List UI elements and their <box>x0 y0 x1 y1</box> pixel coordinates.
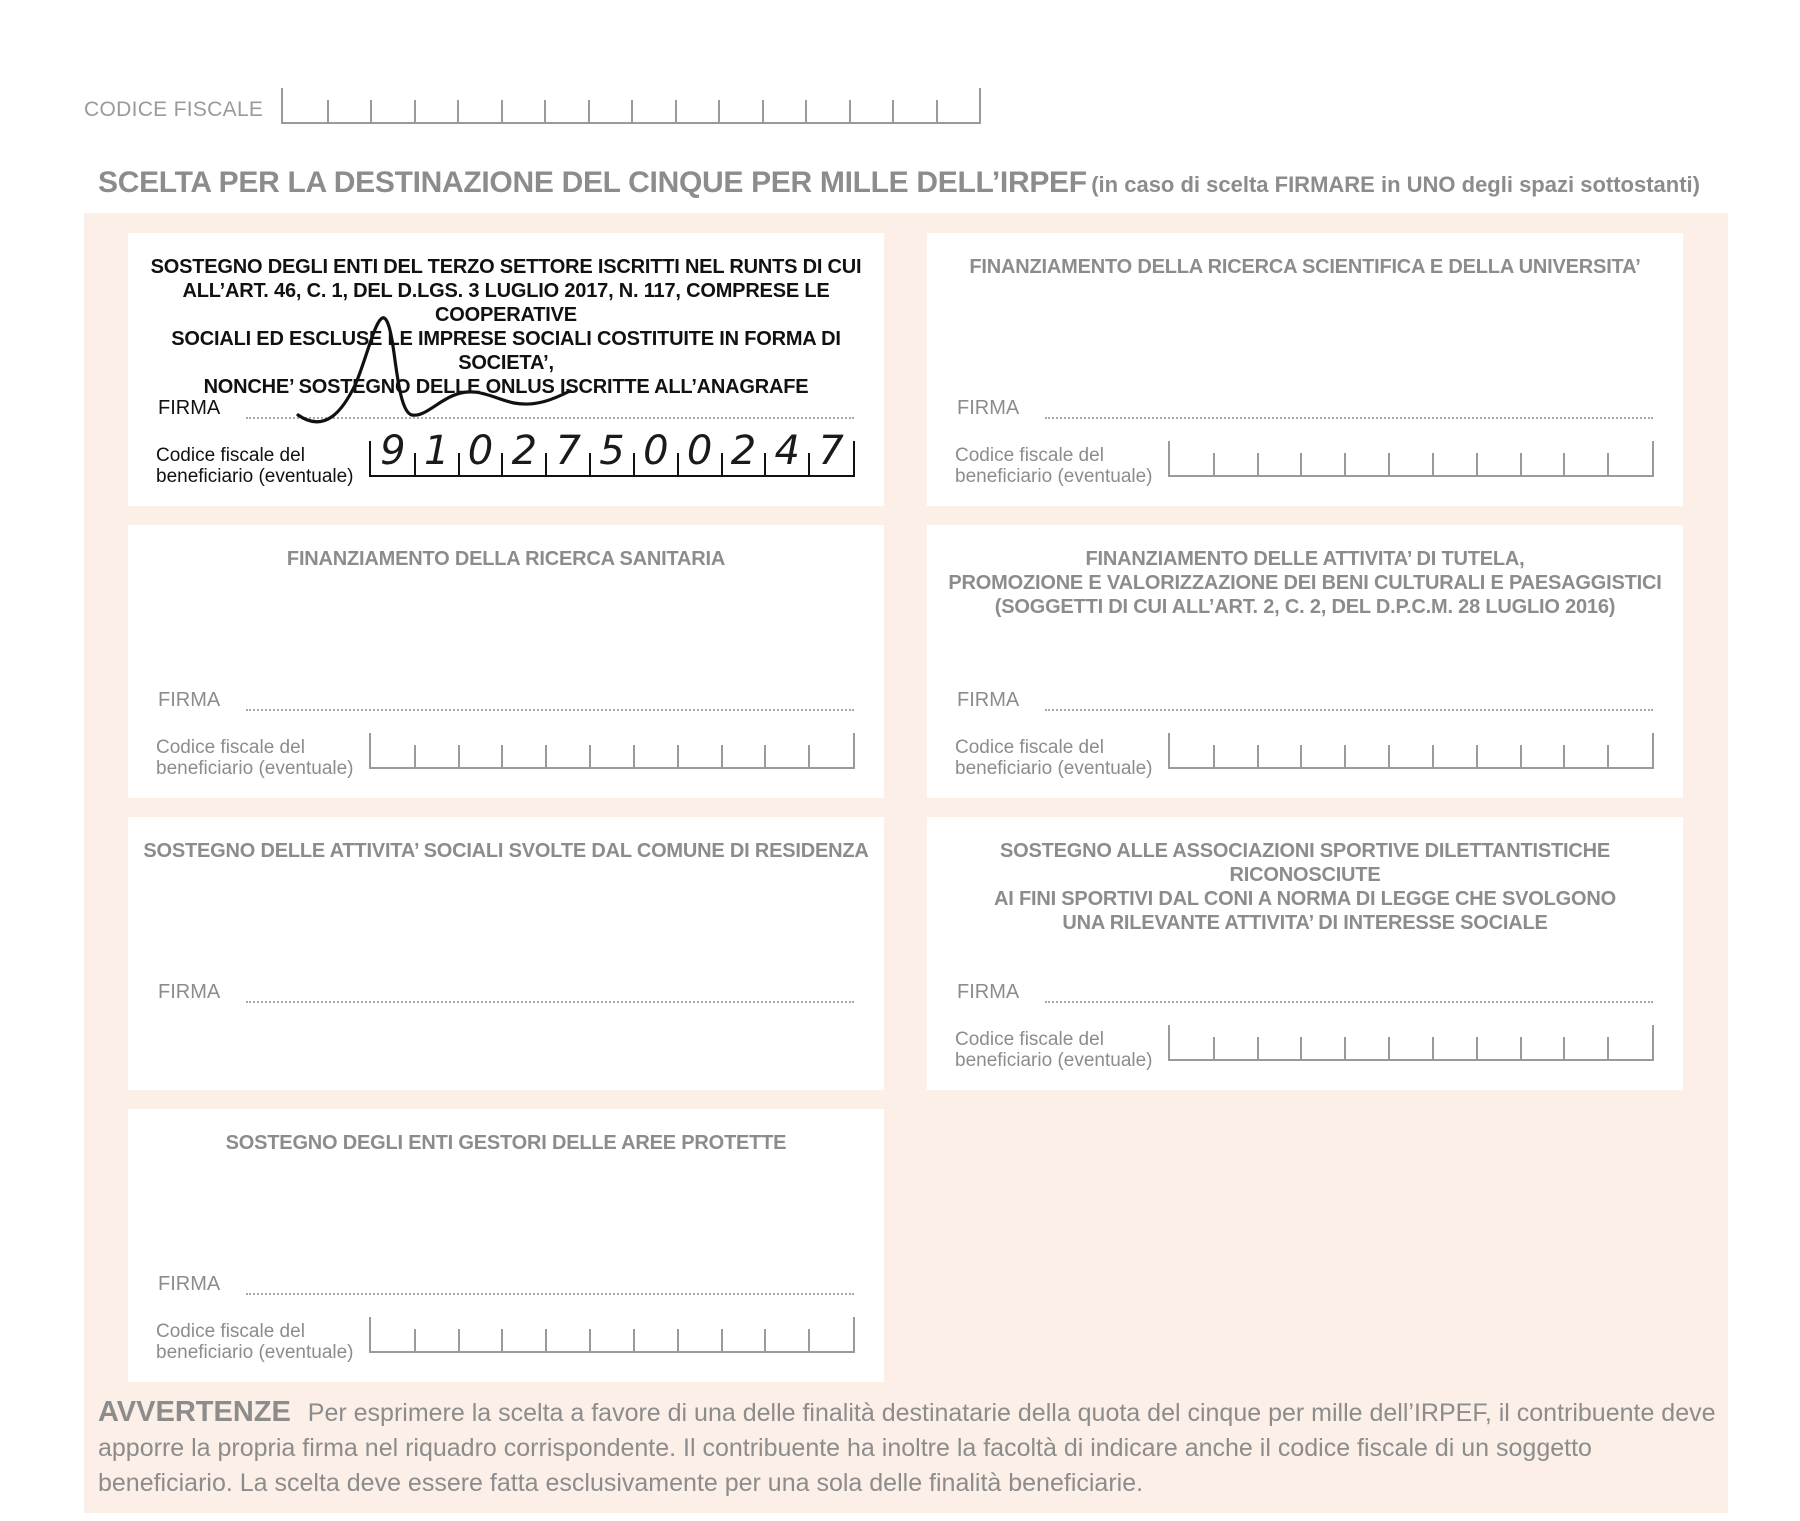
cf-box-divider <box>458 453 460 475</box>
cf-box-divider <box>457 100 459 122</box>
firma-label: FIRMA <box>158 689 221 711</box>
card-title-line: AI FINI SPORTIVI DAL CONI A NORMA DI LEGGE CHE SVOLGONO <box>994 888 1616 910</box>
cf-box-divider <box>414 745 416 767</box>
card-title <box>128 547 884 571</box>
cf-box-divider <box>1607 453 1609 475</box>
card-title <box>927 547 1683 619</box>
cf-box-divider <box>1520 1037 1522 1059</box>
firma-label: FIRMA <box>957 397 1020 419</box>
beneficiary-cf-label-line: beneficiario (eventuale) <box>955 758 1153 779</box>
cf-box-divider <box>1607 1037 1609 1059</box>
firma-signature-line[interactable] <box>1045 417 1653 419</box>
cf-box-divider <box>721 453 723 475</box>
firma-label: FIRMA <box>957 689 1020 711</box>
cf-box-divider <box>721 745 723 767</box>
cf-box-divider <box>545 1329 547 1351</box>
cf-box-divider <box>589 1329 591 1351</box>
codice-fiscale-label: CODICE FISCALE <box>84 98 264 121</box>
cf-box-divider <box>936 100 938 122</box>
firma-signature-line[interactable] <box>246 1001 854 1003</box>
card-title-line: SOSTEGNO ALLE ASSOCIAZIONI SPORTIVE DILETTANTISTICHE RICONOSCIUTE <box>999 840 1610 886</box>
card-title-line: UNA RILEVANTE ATTIVITA’ DI INTERESSE SOCIALE <box>1062 912 1548 934</box>
firma-signature-line[interactable] <box>246 1293 854 1295</box>
beneficiary-cf-label-line: beneficiario (eventuale) <box>156 466 354 487</box>
cf-box-divider <box>764 453 766 475</box>
beneficiary-cf-label-line: Codice fiscale del <box>955 737 1104 758</box>
cf-box-divider <box>1213 745 1215 767</box>
cf-box-divider <box>677 745 679 767</box>
beneficiary-cf-field[interactable] <box>369 428 855 477</box>
cf-box-divider <box>1432 745 1434 767</box>
cf-digit: 0 <box>686 428 713 474</box>
choice-card <box>128 1109 884 1382</box>
card-title <box>128 839 884 863</box>
cf-box-divider <box>675 100 677 122</box>
beneficiary-cf-label-line: beneficiario (eventuale) <box>156 1342 354 1363</box>
card-title <box>927 255 1683 279</box>
beneficiary-cf-label-line: Codice fiscale del <box>156 1321 305 1342</box>
beneficiary-cf-label-line: Codice fiscale del <box>955 1029 1104 1050</box>
card-title-line: SOSTEGNO DEGLI ENTI DEL TERZO SETTORE ISCRITTI NEL RUNTS DI CUI <box>150 256 862 278</box>
card-title-line: SOCIALI ED ESCLUSE LE IMPRESE SOCIALI COSTITUITE IN FORMA DI SOCIETA’, <box>171 328 841 374</box>
beneficiary-cf-label <box>156 445 354 487</box>
cf-digit: 9 <box>380 428 406 474</box>
cf-box-divider <box>1388 1037 1390 1059</box>
card-title <box>927 839 1683 935</box>
choice-card <box>927 233 1683 506</box>
cf-box-divider <box>1213 1037 1215 1059</box>
cf-digit: 2 <box>730 428 757 474</box>
card-title-line: (SOGGETTI DI CUI ALL’ART. 2, C. 2, DEL D.P.C.M. 28 LUGLIO 2016) <box>994 596 1616 618</box>
firma-label: FIRMA <box>957 981 1020 1003</box>
cf-box-divider <box>501 100 503 122</box>
cf-box-divider <box>1476 1037 1478 1059</box>
cf-box-divider <box>633 745 635 767</box>
cf-box-divider <box>805 100 807 122</box>
cf-box-divider <box>849 100 851 122</box>
card-title-line: SOSTEGNO DELLE ATTIVITA’ SOCIALI SVOLTE DAL COMUNE DI RESIDENZA <box>143 840 869 862</box>
cf-box-divider <box>1300 453 1302 475</box>
cf-box-divider <box>718 100 720 122</box>
cf-digit: 0 <box>643 428 669 474</box>
cf-box-divider <box>808 1329 810 1351</box>
cf-box-divider <box>414 453 416 475</box>
cf-box-divider <box>892 100 894 122</box>
cf-box-divider <box>677 1329 679 1351</box>
choice-card <box>128 817 884 1090</box>
cf-box-divider <box>1300 745 1302 767</box>
beneficiary-cf-label <box>156 737 354 779</box>
card-title-line: FINANZIAMENTO DELLA RICERCA SANITARIA <box>286 548 726 570</box>
beneficiary-cf-label-line: beneficiario (eventuale) <box>156 758 354 779</box>
card-title-line: ALL’ART. 46, C. 1, DEL D.LGS. 3 LUGLIO 2017, N. 117, COMPRESE LE COOPERATIVE <box>182 280 830 326</box>
cf-box-divider <box>545 745 547 767</box>
beneficiary-cf-label <box>955 737 1153 779</box>
cf-box-divider <box>1388 745 1390 767</box>
beneficiary-cf-field[interactable] <box>369 733 855 769</box>
choice-card <box>128 233 884 506</box>
section-title-main: SCELTA PER LA DESTINAZIONE DEL CINQUE PER MILLE DELL’IRPEF <box>98 166 1087 199</box>
cf-digit: 7 <box>555 428 581 474</box>
cf-box-divider <box>1344 1037 1346 1059</box>
cf-digit: 2 <box>511 428 538 474</box>
codice-fiscale-field[interactable] <box>281 88 981 124</box>
beneficiary-cf-field[interactable] <box>1168 733 1654 769</box>
firma-signature-line[interactable] <box>1045 709 1653 711</box>
choice-card <box>128 525 884 798</box>
card-title-line: SOSTEGNO DEGLI ENTI GESTORI DELLE AREE PROTETTE <box>225 1132 787 1154</box>
cf-box-divider <box>1520 745 1522 767</box>
section-title-note: (in caso di scelta FIRMARE in UNO degli spazi sottostanti) <box>1091 172 1700 197</box>
cf-box-divider <box>501 1329 503 1351</box>
cf-box-divider <box>631 100 633 122</box>
cf-box-divider <box>633 1329 635 1351</box>
cf-box-divider <box>589 453 591 475</box>
cf-box-divider <box>762 100 764 122</box>
cf-box-divider <box>544 100 546 122</box>
cf-box-divider <box>1388 453 1390 475</box>
cf-box-divider <box>1300 1037 1302 1059</box>
firma-signature-line[interactable] <box>246 709 854 711</box>
cf-box-divider <box>327 100 329 122</box>
cf-box-divider <box>1213 453 1215 475</box>
card-title <box>128 255 884 399</box>
cf-box-divider <box>721 1329 723 1351</box>
cf-digit: 0 <box>467 428 494 474</box>
cf-box-divider <box>1432 1037 1434 1059</box>
choice-card <box>927 525 1683 798</box>
beneficiary-cf-label <box>156 1321 354 1363</box>
cf-box-divider <box>458 745 460 767</box>
cf-digit: 1 <box>423 428 450 474</box>
card-title-line: FINANZIAMENTO DELLA RICERCA SCIENTIFICA E DELLA UNIVERSITA’ <box>969 256 1641 278</box>
cf-box-divider <box>588 100 590 122</box>
card-title-line: PROMOZIONE E VALORIZZAZIONE DEI BENI CULTURALI E PAESAGGISTICI <box>948 572 1662 594</box>
choice-panel <box>84 213 1728 1513</box>
beneficiary-cf-field[interactable] <box>369 1317 855 1353</box>
beneficiary-cf-field[interactable] <box>1168 441 1654 477</box>
beneficiary-cf-label-line: Codice fiscale del <box>156 737 305 758</box>
choice-card <box>927 817 1683 1090</box>
cf-digit: 4 <box>774 428 800 474</box>
cf-box-divider <box>1432 453 1434 475</box>
cf-box-divider <box>1607 745 1609 767</box>
cf-box-divider <box>808 745 810 767</box>
cf-box-divider <box>1257 745 1259 767</box>
firma-label: FIRMA <box>158 981 221 1003</box>
beneficiary-cf-label-line: Codice fiscale del <box>955 445 1104 466</box>
cf-box-divider <box>1520 453 1522 475</box>
cf-box-divider <box>501 453 503 475</box>
cf-box-divider <box>764 1329 766 1351</box>
cf-box-divider <box>1476 745 1478 767</box>
cf-digit: 5 <box>599 428 625 474</box>
cf-box-divider <box>370 100 372 122</box>
cf-digit: 7 <box>818 428 844 474</box>
cf-box-divider <box>1476 453 1478 475</box>
cf-box-divider <box>414 100 416 122</box>
cf-box-divider <box>1563 453 1565 475</box>
cf-box-divider <box>1257 1037 1259 1059</box>
beneficiary-cf-label-line: beneficiario (eventuale) <box>955 1050 1153 1071</box>
cf-box-divider <box>458 1329 460 1351</box>
cf-box-divider <box>633 453 635 475</box>
cf-box-divider <box>808 453 810 475</box>
firma-signature-line[interactable] <box>1045 1001 1653 1003</box>
card-title-line: FINANZIAMENTO DELLE ATTIVITA’ DI TUTELA, <box>1085 548 1525 570</box>
beneficiary-cf-field[interactable] <box>1168 1025 1654 1061</box>
avvertenze-note <box>98 1395 1718 1501</box>
cf-box-divider <box>1344 453 1346 475</box>
cf-box-divider <box>1257 453 1259 475</box>
cf-box-divider <box>764 745 766 767</box>
cf-box-divider <box>1563 745 1565 767</box>
card-title-line: NONCHE’ SOSTEGNO DELLE ONLUS ISCRITTE ALL’ANAGRAFE <box>203 376 809 398</box>
cf-box-divider <box>545 453 547 475</box>
beneficiary-cf-label <box>955 1029 1153 1071</box>
cf-box-divider <box>1563 1037 1565 1059</box>
card-title <box>128 1131 884 1155</box>
codice-fiscale-row <box>84 86 981 124</box>
cf-box-divider <box>1344 745 1346 767</box>
cf-box-divider <box>589 745 591 767</box>
beneficiary-cf-label <box>955 445 1153 487</box>
avvertenze-text: Per esprimere la scelta a favore di una delle finalità destinatarie della quota del cinque per mille dell’IRPEF, il contribuente deve apporre la propria firma nel riquadro corrispondente. Il contribuente ha inoltre la facoltà di indicare anche il codice fiscale di un soggetto beneficiario. La scelta deve essere fatta esclusivamente per una sola delle finalità beneficiarie. <box>98 1399 1716 1497</box>
firma-signature-line[interactable] <box>246 417 854 419</box>
cf-box-divider <box>677 453 679 475</box>
section-title <box>98 166 1700 200</box>
beneficiary-cf-label-line: Codice fiscale del <box>156 445 305 466</box>
cf-box-divider <box>501 745 503 767</box>
firma-label: FIRMA <box>158 1273 221 1295</box>
beneficiary-cf-label-line: beneficiario (eventuale) <box>955 466 1153 487</box>
firma-label: FIRMA <box>158 397 221 419</box>
avvertenze-heading: AVVERTENZE <box>98 1396 291 1428</box>
cf-box-divider <box>414 1329 416 1351</box>
